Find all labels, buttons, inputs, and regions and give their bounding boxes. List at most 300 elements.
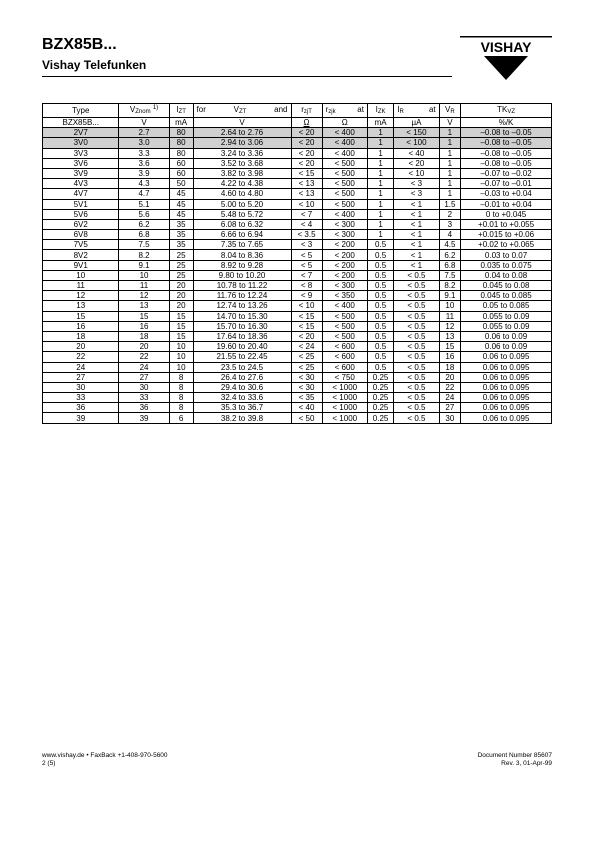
table-cell: < 300: [322, 230, 367, 240]
table-cell: 10: [43, 270, 119, 280]
table-cell: < 3: [394, 189, 439, 199]
table-row: [43, 189, 552, 199]
table-cell: 10.78 to 11.22: [193, 281, 291, 291]
table-cell: 26.4 to 27.6: [193, 372, 291, 382]
table-cell: 15: [43, 311, 119, 321]
table-cell: < 20: [291, 138, 322, 148]
table-row: [43, 362, 552, 372]
table-cell: 0.5: [367, 301, 393, 311]
table-cell: 1: [367, 179, 393, 189]
table-cell: –0.08 to –0.05: [461, 128, 552, 138]
table-cell: < 50: [291, 413, 322, 423]
table-row: [43, 179, 552, 189]
table-cell: 20: [169, 291, 193, 301]
table-cell: 20: [169, 281, 193, 291]
table-cell: 0.06 to 0.09: [461, 331, 552, 341]
footer-right: [478, 752, 552, 768]
table-cell: < 15: [291, 321, 322, 331]
table-cell: < 0.5: [394, 270, 439, 280]
table-row: [43, 128, 552, 138]
table-cell: 8: [169, 372, 193, 382]
table-cell: 5V1: [43, 199, 119, 209]
table-cell: 2V7: [43, 128, 119, 138]
table-cell: < 0.5: [394, 403, 439, 413]
table-row: [43, 301, 552, 311]
table-cell: < 400: [322, 138, 367, 148]
table-cell: 6V8: [43, 230, 119, 240]
table-cell: 18: [43, 331, 119, 341]
table-cell: < 1000: [322, 403, 367, 413]
table-cell: 15: [439, 342, 461, 352]
table-cell: 7.5: [439, 270, 461, 280]
table-cell: 8.2: [439, 281, 461, 291]
table-cell: 10: [439, 301, 461, 311]
table-cell: 29.4 to 30.6: [193, 382, 291, 392]
table-cell: +0.015 to +0.06: [461, 230, 552, 240]
table-cell: 10: [169, 352, 193, 362]
table-cell: 12.74 to 13.26: [193, 301, 291, 311]
table-cell: 0.5: [367, 240, 393, 250]
table-cell: < 13: [291, 189, 322, 199]
table-cell: 9V1: [43, 260, 119, 270]
table-cell: 1: [367, 219, 393, 229]
table-cell: < 20: [291, 158, 322, 168]
table-cell: 2.94 to 3.06: [193, 138, 291, 148]
col-vr-header: VR: [439, 104, 461, 118]
table-row: [43, 230, 552, 240]
table-cell: 3.6: [119, 158, 169, 168]
table-cell: < 500: [322, 199, 367, 209]
table-cell: 27: [43, 372, 119, 382]
table-cell: 3: [439, 219, 461, 229]
table-cell: < 13: [291, 179, 322, 189]
col-rzjk-header: rzjk at: [322, 104, 367, 118]
table-cell: < 3: [394, 179, 439, 189]
table-cell: 27: [439, 403, 461, 413]
table-cell: 24: [43, 362, 119, 372]
table-cell: 8.2: [119, 250, 169, 260]
table-cell: < 100: [394, 138, 439, 148]
table-cell: 1: [439, 179, 461, 189]
table-row: [43, 413, 552, 423]
table-cell: 3V3: [43, 148, 119, 158]
table-units-row: [43, 118, 552, 128]
table-cell: 0.045 to 0.085: [461, 291, 552, 301]
table-cell: 0.25: [367, 372, 393, 382]
table-cell: < 400: [322, 209, 367, 219]
table-cell: < 200: [322, 240, 367, 250]
table-cell: 20: [119, 342, 169, 352]
table-row: [43, 331, 552, 341]
table-row: [43, 372, 552, 382]
table-cell: 8: [169, 393, 193, 403]
table-cell: 33: [119, 393, 169, 403]
table-cell: 12: [43, 291, 119, 301]
footer-revision: Rev. 3, 01-Apr-99: [501, 760, 552, 767]
table-cell: 1: [367, 199, 393, 209]
table-cell: 4.22 to 4.38: [193, 179, 291, 189]
table-cell: –0.01 to +0.04: [461, 199, 552, 209]
table-cell: 6.8: [439, 260, 461, 270]
table-cell: < 9: [291, 291, 322, 301]
table-cell: 27: [119, 372, 169, 382]
table-cell: < 25: [291, 362, 322, 372]
col-vz-header: VZnom $^{1)}$: [119, 104, 169, 118]
zener-spec-table: [42, 103, 552, 424]
table-cell: < 1: [394, 260, 439, 270]
unit-cell: V: [119, 118, 169, 128]
table-cell: –0.07 to –0.01: [461, 179, 552, 189]
table-cell: < 1000: [322, 413, 367, 423]
footer-page-number: 2 (5): [42, 760, 56, 767]
table-cell: < 35: [291, 393, 322, 403]
col-tk-header: TKVZ: [461, 104, 552, 118]
table-cell: 0.06 to 0.095: [461, 393, 552, 403]
table-cell: < 8: [291, 281, 322, 291]
table-cell: 4.5: [439, 240, 461, 250]
table-cell: 8V2: [43, 250, 119, 260]
table-cell: < 15: [291, 168, 322, 178]
document-title: BZX85B...: [42, 36, 117, 53]
table-cell: < 10: [394, 168, 439, 178]
table-cell: 1: [367, 230, 393, 240]
table-cell: < 7: [291, 270, 322, 280]
footer-document-number: Document Number 85607: [477, 752, 552, 759]
table-cell: 0.03 to 0.07: [461, 250, 552, 260]
table-cell: 11: [43, 281, 119, 291]
table-cell: 11: [119, 281, 169, 291]
table-cell: 4: [439, 230, 461, 240]
table-cell: < 5: [291, 250, 322, 260]
table-cell: 80: [169, 138, 193, 148]
table-cell: 6.2: [119, 219, 169, 229]
table-cell: < 1: [394, 219, 439, 229]
table-cell: < 300: [322, 281, 367, 291]
table-cell: 0.5: [367, 291, 393, 301]
col-vzt-header: for VZT and: [193, 104, 291, 118]
table-header-row: [43, 104, 552, 118]
table-row: [43, 270, 552, 280]
table-cell: < 600: [322, 342, 367, 352]
table-cell: 9.1: [439, 291, 461, 301]
table-cell: 1: [367, 209, 393, 219]
table-cell: < 0.5: [394, 331, 439, 341]
table-cell: 1: [439, 138, 461, 148]
table-cell: 0.055 to 0.09: [461, 321, 552, 331]
table-cell: 4.3: [119, 179, 169, 189]
table-cell: < 4: [291, 219, 322, 229]
table-cell: 3V6: [43, 158, 119, 168]
table-cell: < 200: [322, 250, 367, 260]
table-cell: < 1000: [322, 393, 367, 403]
unit-cell: Ω: [291, 118, 322, 128]
table-cell: < 1: [394, 250, 439, 260]
table-cell: 17.64 to 18.36: [193, 331, 291, 341]
table-cell: < 0.5: [394, 393, 439, 403]
table-cell: –0.08 to –0.05: [461, 148, 552, 158]
table-cell: 11: [439, 311, 461, 321]
table-cell: 60: [169, 168, 193, 178]
table-cell: 0.5: [367, 321, 393, 331]
table-cell: 5.00 to 5.20: [193, 199, 291, 209]
table-cell: 5.48 to 5.72: [193, 209, 291, 219]
table-cell: 60: [169, 158, 193, 168]
table-cell: 39: [119, 413, 169, 423]
table-cell: 22: [43, 352, 119, 362]
table-cell: 3V0: [43, 138, 119, 148]
col-izt-header: IZT: [169, 104, 193, 118]
table-cell: < 0.5: [394, 413, 439, 423]
table-cell: 0.06 to 0.095: [461, 382, 552, 392]
table-cell: 22: [439, 382, 461, 392]
col-type-header: Type: [43, 104, 119, 118]
table-cell: 0.06 to 0.095: [461, 352, 552, 362]
table-cell: < 15: [291, 311, 322, 321]
table-cell: < 20: [291, 148, 322, 158]
table-cell: 0.5: [367, 250, 393, 260]
table-cell: < 20: [394, 158, 439, 168]
table-cell: 10: [119, 270, 169, 280]
table-cell: 33: [43, 393, 119, 403]
table-cell: 38.2 to 39.8: [193, 413, 291, 423]
col-ir-header: IR at: [394, 104, 439, 118]
table-cell: 35.3 to 36.7: [193, 403, 291, 413]
unit-cell: V: [193, 118, 291, 128]
table-cell: 3.3: [119, 148, 169, 158]
unit-cell: mA: [169, 118, 193, 128]
vishay-logo: [460, 34, 552, 84]
table-cell: 6.8: [119, 230, 169, 240]
table-cell: < 500: [322, 311, 367, 321]
table-cell: 35: [169, 219, 193, 229]
table-row: [43, 281, 552, 291]
table-cell: 18: [119, 331, 169, 341]
table-cell: 0.04 to 0.08: [461, 270, 552, 280]
table-cell: < 400: [322, 128, 367, 138]
table-cell: 2.7: [119, 128, 169, 138]
table-cell: < 20: [291, 331, 322, 341]
table-cell: 0.5: [367, 342, 393, 352]
table-cell: 7.35 to 7.65: [193, 240, 291, 250]
table-cell: 0.05 to 0.085: [461, 301, 552, 311]
table-cell: 45: [169, 209, 193, 219]
table-cell: 12: [119, 291, 169, 301]
table-cell: < 30: [291, 382, 322, 392]
table-cell: < 10: [291, 199, 322, 209]
table-cell: < 1: [394, 240, 439, 250]
table-cell: 30: [119, 382, 169, 392]
table-cell: < 25: [291, 352, 322, 362]
table-cell: < 0.5: [394, 321, 439, 331]
header-rule: [42, 76, 452, 77]
table-cell: 19.60 to 20.40: [193, 342, 291, 352]
table-cell: < 0.5: [394, 362, 439, 372]
table-cell: 18: [439, 362, 461, 372]
table-cell: 0.25: [367, 403, 393, 413]
table-cell: 0.06 to 0.095: [461, 362, 552, 372]
table-cell: < 200: [322, 270, 367, 280]
table-cell: < 500: [322, 179, 367, 189]
table-cell: 1: [367, 168, 393, 178]
table-cell: –0.08 to –0.05: [461, 138, 552, 148]
table-cell: 21.55 to 22.45: [193, 352, 291, 362]
table-cell: 4.60 to 4.80: [193, 189, 291, 199]
table-row: [43, 342, 552, 352]
table-cell: 30: [439, 413, 461, 423]
table-cell: < 0.5: [394, 382, 439, 392]
table-cell: < 350: [322, 291, 367, 301]
table-row: [43, 240, 552, 250]
table-cell: < 300: [322, 219, 367, 229]
table-cell: 9.80 to 10.20: [193, 270, 291, 280]
footer-left: [42, 752, 168, 768]
table-cell: < 40: [394, 148, 439, 158]
table-cell: 0.5: [367, 260, 393, 270]
table-cell: 0.5: [367, 270, 393, 280]
table-cell: 3.82 to 3.98: [193, 168, 291, 178]
table-cell: 22: [119, 352, 169, 362]
document-subtitle: Vishay Telefunken: [42, 58, 147, 72]
table-cell: 0 to +0.045: [461, 209, 552, 219]
unit-cell: Ω: [322, 118, 367, 128]
table-cell: 8: [169, 403, 193, 413]
table-cell: 13: [43, 301, 119, 311]
table-cell: 6: [169, 413, 193, 423]
table-cell: 35: [169, 240, 193, 250]
table-cell: 15: [169, 331, 193, 341]
table-cell: < 400: [322, 301, 367, 311]
table-cell: +0.02 to +0.065: [461, 240, 552, 250]
table-row: [43, 199, 552, 209]
table-cell: 15: [119, 311, 169, 321]
table-cell: 1: [439, 189, 461, 199]
table-row: [43, 260, 552, 270]
table-cell: 0.06 to 0.095: [461, 403, 552, 413]
unit-cell: V: [439, 118, 461, 128]
table-cell: 13: [119, 301, 169, 311]
table-cell: –0.03 to +0.04: [461, 189, 552, 199]
table-cell: 14.70 to 15.30: [193, 311, 291, 321]
table-cell: 0.055 to 0.09: [461, 311, 552, 321]
table-cell: < 10: [291, 301, 322, 311]
table-cell: 8.04 to 8.36: [193, 250, 291, 260]
table-cell: 8: [169, 382, 193, 392]
table-cell: < 0.5: [394, 352, 439, 362]
table-row: [43, 321, 552, 331]
table-cell: 1: [439, 158, 461, 168]
table-cell: 6.08 to 6.32: [193, 219, 291, 229]
table-cell: 0.06 to 0.095: [461, 413, 552, 423]
table-cell: < 500: [322, 158, 367, 168]
table-cell: 0.5: [367, 331, 393, 341]
table-cell: 20: [169, 301, 193, 311]
table-cell: 35: [169, 230, 193, 240]
table-cell: 15: [169, 321, 193, 331]
col-izk-header: IZK: [367, 104, 393, 118]
table-cell: < 30: [291, 372, 322, 382]
unit-cell: %/K: [461, 118, 552, 128]
table-cell: 3.52 to 3.68: [193, 158, 291, 168]
table-cell: 30: [43, 382, 119, 392]
table-cell: 1.5: [439, 199, 461, 209]
table-cell: < 40: [291, 403, 322, 413]
table-cell: < 200: [322, 260, 367, 270]
table-row: [43, 403, 552, 413]
table-cell: 0.06 to 0.09: [461, 342, 552, 352]
table-cell: 2.64 to 2.76: [193, 128, 291, 138]
table-cell: 2: [439, 209, 461, 219]
table-cell: < 500: [322, 331, 367, 341]
table-cell: 12: [439, 321, 461, 331]
table-cell: 0.06 to 0.095: [461, 372, 552, 382]
table-cell: < 150: [394, 128, 439, 138]
table-cell: –0.07 to –0.02: [461, 168, 552, 178]
table-row: [43, 148, 552, 158]
table-cell: < 1: [394, 199, 439, 209]
table-cell: 25: [169, 270, 193, 280]
table-cell: < 0.5: [394, 291, 439, 301]
table-cell: 5.6: [119, 209, 169, 219]
table-cell: 1: [367, 138, 393, 148]
table-cell: 0.25: [367, 382, 393, 392]
table-row: [43, 382, 552, 392]
table-row: [43, 219, 552, 229]
table-cell: 36: [43, 403, 119, 413]
table-cell: 6.66 to 6.94: [193, 230, 291, 240]
table-cell: 10: [169, 342, 193, 352]
table-cell: 20: [43, 342, 119, 352]
unit-cell: mA: [367, 118, 393, 128]
table-row: [43, 138, 552, 148]
table-cell: < 500: [322, 189, 367, 199]
table-cell: 16: [119, 321, 169, 331]
table-cell: 24: [119, 362, 169, 372]
table-cell: < 1: [394, 230, 439, 240]
table-row: [43, 393, 552, 403]
table-cell: < 0.5: [394, 311, 439, 321]
table-cell: < 600: [322, 352, 367, 362]
table-cell: 1: [367, 189, 393, 199]
table-cell: < 0.5: [394, 301, 439, 311]
table-cell: 4.7: [119, 189, 169, 199]
table-cell: 4V7: [43, 189, 119, 199]
table-cell: 0.5: [367, 281, 393, 291]
table-cell: 45: [169, 189, 193, 199]
table-cell: 0.5: [367, 352, 393, 362]
table-cell: 39: [43, 413, 119, 423]
table-cell: 1: [439, 168, 461, 178]
table-cell: 5V6: [43, 209, 119, 219]
table-cell: 3.0: [119, 138, 169, 148]
table-cell: 1: [367, 128, 393, 138]
table-cell: 16: [43, 321, 119, 331]
table-cell: 80: [169, 128, 193, 138]
col-rzjt-header: rzjT: [291, 104, 322, 118]
vishay-logo-text: VISHAY: [480, 39, 532, 55]
table-cell: 3.9: [119, 168, 169, 178]
table-cell: 15.70 to 16.30: [193, 321, 291, 331]
table-cell: < 7: [291, 209, 322, 219]
table-cell: 7.5: [119, 240, 169, 250]
table-cell: 1: [367, 158, 393, 168]
table-cell: 1: [439, 128, 461, 138]
table-cell: < 0.5: [394, 281, 439, 291]
table-row: [43, 250, 552, 260]
table-row: [43, 311, 552, 321]
table-cell: 23.5 to 24.5: [193, 362, 291, 372]
table-cell: < 0.5: [394, 342, 439, 352]
unit-cell: µA: [394, 118, 439, 128]
